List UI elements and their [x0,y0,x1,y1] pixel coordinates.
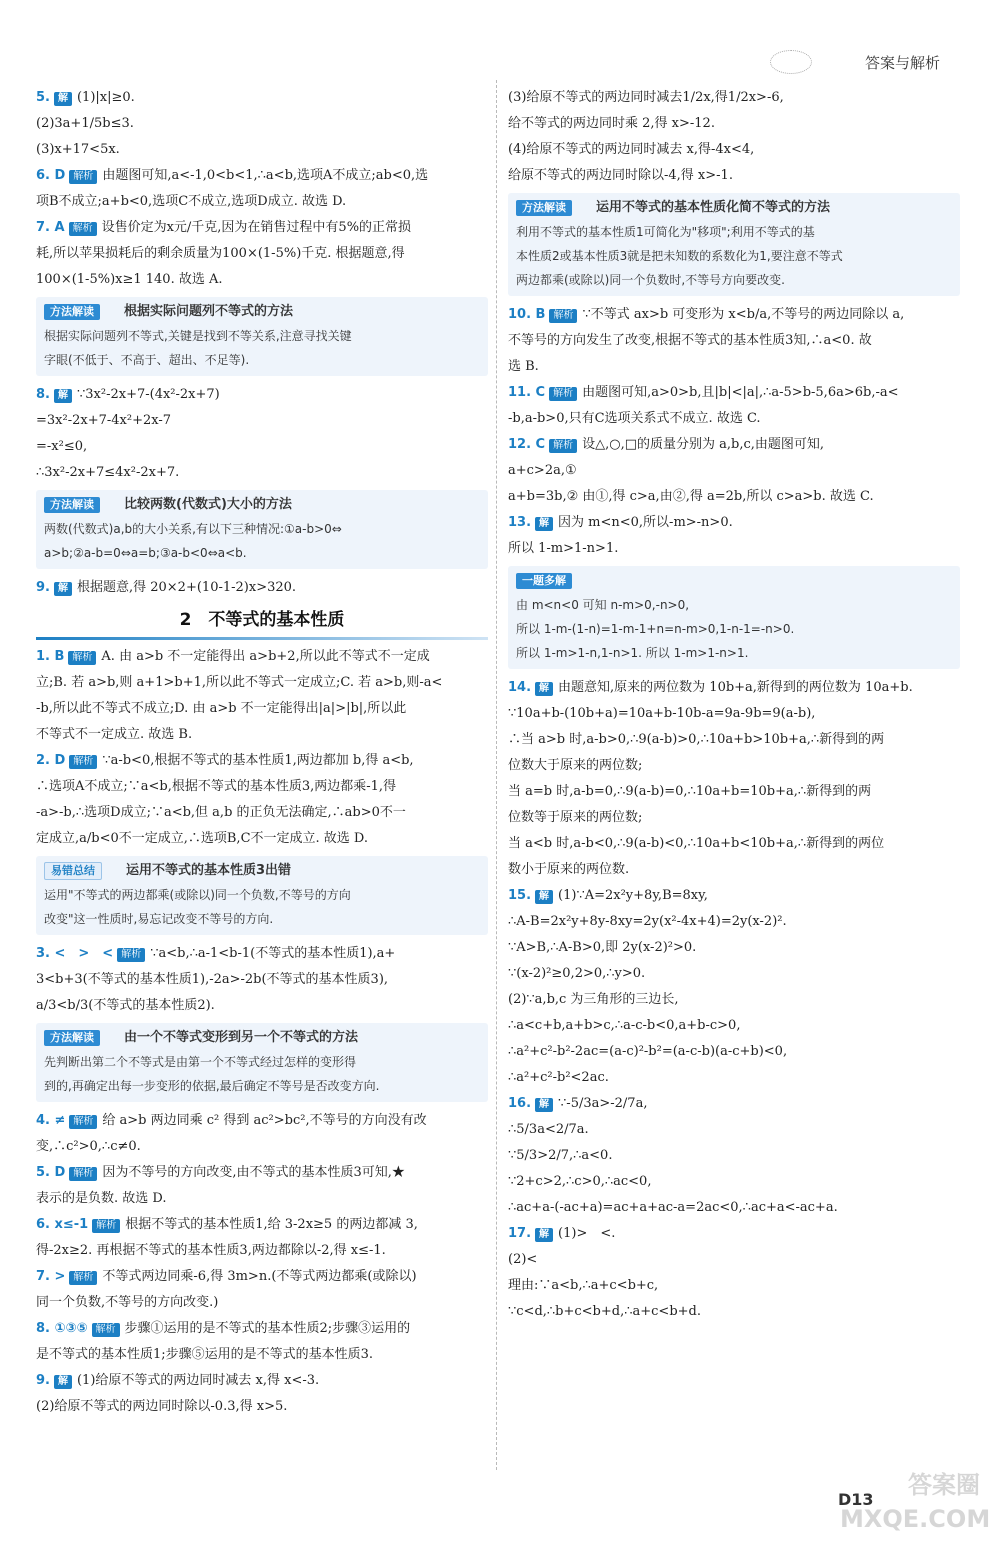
answer-line [508,987,960,1013]
answer-text: 是不等式的基本性质1;步骤⑤运用的是不等式的基本性质3. [36,1347,374,1362]
answer-tag: 解 [54,582,72,596]
answer-tag: 解 [535,682,553,696]
answer-line [36,1212,488,1238]
right-column [508,85,960,1325]
answer-item [36,1108,488,1160]
answer-line [36,1342,488,1368]
answer-line [508,779,960,805]
answer-text: a/3<b/3(不等式的基本性质2). [36,998,215,1013]
answer-tag: 解析 [549,439,577,453]
answer-text: (2)∵a,b,c 为三角形的三边长, [508,992,679,1007]
answer-text: 当 a=b 时,a-b=0,∴9(a-b)=0,∴10a+b=10b+a,∴新得到的两 [508,784,872,799]
answer-text: (1)> <. [558,1226,616,1241]
answer-text: =-x²≤0, [36,439,88,454]
left-column [36,85,488,1420]
answer-text: 给不等式的两边同时乘 2,得 x>-12. [508,116,715,131]
tip-line: 改变"这一性质时,易忘记改变不等号的方向. [44,912,274,926]
answer-line [36,137,488,163]
answer-line [508,510,960,536]
answer-item [36,748,488,852]
answer-line [508,354,960,380]
tip-header [44,492,480,517]
watermark: 答案圈 MXQE.COM [840,1471,991,1533]
answer-line [508,163,960,189]
answer-line [36,1394,488,1420]
answer-text: ∴A-B=2x²y+8y-8xy=2y(x²-4x+4)=2y(x-2)². [508,914,787,929]
answer-text: ∴当 a>b 时,a-b>0,∴9(a-b)>0,∴10a+b>10b+a,∴新得到的两 [508,732,885,747]
tip-line: 所以 1-m-(1-n)=1-m-1+n=n-m>0,1-n-1=-n>0. [516,622,795,636]
answer-text: ∴ac+a-(-ac+a)=ac+a+ac-a=2ac<0,∴ac+a<-ac+a. [508,1200,838,1215]
answer-text: ∵a-b<0,根据不等式的基本性质1,两边都加 b,得 a<b, [102,753,414,768]
answer-text: =3x²-2x+7-4x²+2x-7 [36,413,172,428]
answer-item [508,883,960,1091]
question-number: 8. ①③⑤ [36,1321,88,1336]
answer-item [36,1368,488,1420]
answer-line [508,1117,960,1143]
answer-tag: 解析 [92,1219,120,1233]
answer-text: 所以 1-m>1-n>1. [508,541,619,556]
answer-item [36,1316,488,1368]
answer-text: a+b=3b,② 由①,得 c>a,由②,得 a=2b,所以 c>a>b. 故选 C. [508,489,874,504]
answer-line [508,1039,960,1065]
tip-title: 根据实际问题列不等式的方法 [124,304,294,319]
tip-title: 由一个不等式变形到另一个不等式的方法 [124,1030,359,1045]
answer-tag: 解析 [69,1271,97,1285]
answer-line [508,484,960,510]
page-number: D13 [838,1490,874,1509]
page-header-title: 答案与解析 [864,54,940,72]
answer-text: 由题图可知,a>0>b,且|b|<|a|,∴a-5>b-5,6a>6b,-a< [582,385,899,400]
question-number: 17. [508,1226,532,1241]
answer-text: ∵a<b,∴a-1<b-1(不等式的基本性质1),a+ [150,946,396,961]
column-divider [496,80,497,1470]
answer-line [508,85,960,111]
answer-text: (1)|x|≥0. [76,90,135,105]
answer-text: ∵5/3>2/7,∴a<0. [508,1148,613,1163]
answer-line [36,1264,488,1290]
tip-line: 到的,再确定出每一步变形的依据,最后确定不等号是否改变方向. [44,1079,380,1093]
question-number: 9. [36,1373,50,1388]
answer-line [36,941,488,967]
answer-text: ∴a²+c²-b²<2ac. [508,1070,609,1085]
answer-text: 当 a<b 时,a-b<0,∴9(a-b)<0,∴10a+b<10b+a,∴新得到的两位 [508,836,885,851]
tip-line: 字眼(不低于、不高于、超出、不足等). [44,353,250,367]
answer-tag: 解 [54,92,72,106]
answer-text: 立;B. 若 a>b,则 a+1>b+1,所以此不等式一定成立;C. 若 a>b,则-a< [36,675,443,690]
section-title: 2 不等式的基本性质 [179,610,345,630]
answer-text: ∴3x²-2x+7≤4x²-2x+7. [36,465,180,480]
answer-text: 步骤①运用的是不等式的基本性质2;步骤③运用的 [124,1321,411,1336]
answer-line [508,1143,960,1169]
question-number: 7. > [36,1269,66,1284]
tip-title: 运用不等式的基本性质3出错 [126,863,292,878]
answer-text: 不等式两边同乘-6,得 3m>n.(不等式两边都乘(或除以) [102,1269,417,1284]
answer-item [508,85,960,189]
answer-text: 表示的是负数. 故选 D. [36,1191,167,1206]
answer-tag: 解析 [69,755,97,769]
tip-tag: 一题多解 [516,573,572,589]
answer-text: 设售价定为x元/千克,因为在销售过程中有5%的正常损 [101,220,412,235]
tip-tag: 易错总结 [44,862,102,880]
tip-line: 两数(代数式)a,b的大小关系,有以下三种情况:①a-b>0⇔ [44,522,342,536]
answer-line [36,163,488,189]
answer-tag: 解 [54,1375,72,1389]
answer-text: -b,所以此不等式不成立;D. 由 a>b 不一定能得出|a|>|b|,所以此 [36,701,407,716]
question-number: 6. D [36,168,66,183]
answer-text: (3)x+17<5x. [36,142,120,157]
answer-text: -b,a-b>0,只有C选项关系式不成立. 故选 C. [508,411,761,426]
answer-item [508,1091,960,1221]
answer-line [36,241,488,267]
question-number: 14. [508,680,532,695]
answer-text: 100×(1-5%)x≥1 140. 故选 A. [36,272,223,287]
answer-text: ∵2+c>2,∴c>0,∴ac<0, [508,1174,652,1189]
answer-text: 根据题意,得 20×2+(10-1-2)x>320. [76,580,297,595]
question-number: 16. [508,1096,532,1111]
tip-box [508,566,960,669]
answer-text: ∵3x²-2x+7-(4x²-2x+7) [76,387,220,402]
answer-text: (4)给原不等式的两边同时减去 x,得-4x<4, [508,142,755,157]
tip-title: 运用不等式的基本性质化简不等式的方法 [596,200,831,215]
answer-line [36,800,488,826]
answer-tag: 解 [54,389,72,403]
question-number: 5. D [36,1165,66,1180]
answer-text: ∵不等式 ax>b 可变形为 x<b/a,不等号的两边同除以 a, [582,307,905,322]
answer-tag: 解析 [69,222,97,236]
answer-text: ∴选项A不成立;∵a<b,根据不等式的基本性质3,两边都乘-1,得 [36,779,397,794]
answer-line [36,460,488,486]
answer-line [36,267,488,293]
answer-line [36,1290,488,1316]
answer-text: -a>-b,∴选项D成立;∵a<b,但 a,b 的正负无法确定,∴ab>0不一 [36,805,406,820]
question-number: 10. B [508,307,546,322]
answer-text: 由题图可知,a<-1,0<b<1,∴a<b,选项A不成立;ab<0,选 [102,168,429,183]
answer-line [36,644,488,670]
tip-header [44,1025,480,1050]
answer-line [508,302,960,328]
answer-item [36,1160,488,1212]
tip-header [516,195,952,220]
answer-item [36,1212,488,1264]
answer-item [36,1264,488,1316]
answer-line [36,1108,488,1134]
answer-item [508,510,960,562]
answer-line [36,696,488,722]
answer-line [508,753,960,779]
tip-title: 比较两数(代数式)大小的方法 [124,497,292,512]
question-number: 6. x≤-1 [36,1217,89,1232]
answer-text: ∴5/3a<2/7a. [508,1122,589,1137]
answer-tag: 解析 [92,1323,120,1337]
answer-line [508,1013,960,1039]
answer-line [36,111,488,137]
answer-line [508,1091,960,1117]
answer-line [36,85,488,111]
tip-tag: 方法解读 [44,304,100,320]
answer-text: 理由:∵a<b,∴a+c<b+c, [508,1278,659,1293]
answer-item [36,163,488,215]
answer-line [508,536,960,562]
tip-box [36,856,488,935]
answer-text: 变,∴c²>0,∴c≠0. [36,1139,141,1154]
answer-text: 不等号的方向发生了改变,根据不等式的基本性质3知,∴a<0. 故 [508,333,872,348]
question-number: 12. C [508,437,546,452]
answer-text: (2)给原不等式的两边同时除以-0.3,得 x>5. [36,1399,288,1414]
answer-line [36,670,488,696]
answer-text: 根据不等式的基本性质1,给 3-2x≥5 的两边都减 3, [125,1217,418,1232]
question-number: 2. D [36,753,66,768]
answer-text: 得-2x≥2. 再根据不等式的基本性质3,两边都除以-2,得 x≤-1. [36,1243,386,1258]
answer-text: (1)∵A=2x²y+8y,B=8xy, [558,888,708,903]
answer-text: ∵A>B,∴A-B>0,即 2y(x-2)²>0. [508,940,697,955]
answer-text: ∵-5/3a>-2/7a, [558,1096,648,1111]
answer-item [508,675,960,883]
answer-line [36,774,488,800]
answer-text: 设△,○,□的质量分别为 a,b,c,由题图可知, [582,437,825,452]
tip-tag: 方法解读 [44,1030,100,1046]
answer-tag: 解析 [69,1167,97,1181]
answer-text: 数小于原来的两位数. [508,862,630,877]
answer-tag: 解析 [549,387,577,401]
answer-line [36,215,488,241]
answer-text: 同一个负数,不等号的方向改变.) [36,1295,219,1310]
answer-item [36,85,488,163]
answer-item [508,1221,960,1325]
answer-line [36,382,488,408]
answer-line [508,857,960,883]
tip-line: 本性质2或基本性质3就是把未知数的系数化为1,要注意不等式 [516,249,843,263]
tip-header [44,299,480,324]
answer-line [36,189,488,215]
answer-text: 定成立,a/b<0不一定成立,∴选项B,C不一定成立. 故选 D. [36,831,369,846]
question-number: 8. [36,387,50,402]
answer-item [36,644,488,748]
answer-text: (3)给原不等式的两边同时减去1/2x,得1/2x>-6, [508,90,784,105]
answer-tag: 解 [535,517,553,531]
tip-line: 利用不等式的基本性质1可简化为"移项";利用不等式的基 [516,225,815,239]
answer-line [508,883,960,909]
answer-line [36,748,488,774]
answer-tag: 解析 [69,170,97,184]
answer-line [36,1238,488,1264]
answer-text: ∵10a+b-(10b+a)=10a+b-10b-a=9a-9b=9(a-b), [508,706,816,721]
answer-item [36,215,488,293]
answer-line [508,805,960,831]
answer-text: 位数大于原来的两位数; [508,758,643,773]
answer-line [36,967,488,993]
answer-text: ∴a<c+b,a+b>c,∴a-c-b<0,a+b-c>0, [508,1018,741,1033]
tip-header [516,568,952,593]
question-number: 13. [508,515,532,530]
question-number: 11. C [508,385,546,400]
answer-text: 耗,所以苹果损耗后的剩余质量为100×(1-5%)千克. 根据题意,得 [36,246,405,261]
answer-text: 位数等于原来的两位数; [508,810,643,825]
answer-line [508,458,960,484]
question-number: 4. ≠ [36,1113,66,1128]
answer-item [508,432,960,510]
answer-tag: 解 [535,1098,553,1112]
section-bar [36,637,488,640]
answer-line [508,727,960,753]
answer-line [508,831,960,857]
answer-line [36,1134,488,1160]
answer-line [36,1316,488,1342]
answer-tag: 解析 [68,651,96,665]
answer-line [36,1186,488,1212]
tip-tag: 方法解读 [44,497,100,513]
answer-line [508,675,960,701]
answer-text: 选 B. [508,359,539,374]
answer-text: (2)3a+1/5b≤3. [36,116,134,131]
answer-tag: 解析 [117,948,145,962]
answer-text: (1)给原不等式的两边同时减去 x,得 x<-3. [76,1373,320,1388]
answer-text: 项B不成立;a+b<0,选项C不成立,选项D成立. 故选 D. [36,194,347,209]
answer-line [36,1368,488,1394]
answer-text: A. 由 a>b 不一定能得出 a>b+2,所以此不等式不一定成 [101,649,430,664]
answer-line [36,408,488,434]
question-number: 3. < > < [36,946,114,961]
answer-line [508,935,960,961]
answer-item [36,941,488,1019]
answer-text: 由题意知,原来的两位数为 10b+a,新得到的两位数为 10a+b. [558,680,913,695]
question-number: 15. [508,888,532,903]
answer-line [508,961,960,987]
answer-tag: 解析 [549,309,577,323]
answer-tag: 解 [535,1228,553,1242]
answer-line [508,1195,960,1221]
tip-line: a>b;②a-b=0⇔a=b;③a-b<0⇔a<b. [44,546,247,560]
tip-line: 所以 1-m>1-n,1-n>1. 所以 1-m>1-n>1. [516,646,749,660]
answer-text: 因为 m<n<0,所以-m>-n>0. [558,515,733,530]
answer-text: 因为不等号的方向改变,由不等式的基本性质3可知,★ [102,1165,405,1180]
answer-line [508,1273,960,1299]
tip-box [36,297,488,376]
question-number: 1. B [36,649,65,664]
answer-text: 给原不等式的两边同时除以-4,得 x>-1. [508,168,733,183]
answer-line [508,432,960,458]
answer-line [508,328,960,354]
answer-line [508,1169,960,1195]
answer-text: ∵c<d,∴b+c<b+d,∴a+c<b+d. [508,1304,701,1319]
answer-line [36,434,488,460]
tip-line: 先判断出第二个不等式是由第一个不等式经过怎样的变形得 [44,1055,357,1069]
tip-line: 两边都乘(或除以)同一个负数时,不等号方向要改变. [516,273,785,287]
answer-item [508,380,960,432]
answer-line [36,993,488,1019]
answer-item [36,575,488,601]
answer-text: 3<b+3(不等式的基本性质1),-2a>-2b(不等式的基本性质3), [36,972,389,987]
question-number: 7. A [36,220,65,235]
tip-header [44,858,480,883]
tip-box [36,1023,488,1102]
answer-line [508,701,960,727]
question-number: 5. [36,90,50,105]
answer-line [508,380,960,406]
answer-line [36,1160,488,1186]
tip-tag: 方法解读 [516,200,572,216]
answer-line [508,137,960,163]
answer-line [508,1299,960,1325]
question-number: 9. [36,580,50,595]
answer-text: (2)< [508,1252,538,1267]
answer-line [508,1065,960,1091]
answer-line [508,111,960,137]
header-decoration [770,50,812,74]
answer-item [508,302,960,380]
answer-text: 给 a>b 两边同乘 c² 得到 ac²>bc²,不等号的方向没有改 [102,1113,427,1128]
tip-box [36,490,488,569]
answer-text: ∵(x-2)²≥0,2>0,∴y>0. [508,966,646,981]
answer-item [36,382,488,486]
answer-tag: 解析 [69,1115,97,1129]
answer-line [36,826,488,852]
tip-line: 运用"不等式的两边都乘(或除以)同一个负数,不等号的方向 [44,888,351,902]
answer-line [508,1221,960,1247]
answer-line [36,722,488,748]
tip-line: 根据实际问题列不等式,关键是找到不等关系,注意寻找关键 [44,329,352,343]
answer-line [508,406,960,432]
answer-line [508,909,960,935]
answer-line [508,1247,960,1273]
answer-text: 不等式不一定成立. 故选 B. [36,727,193,742]
answer-line [36,575,488,601]
tip-line: 由 m<n<0 可知 n-m>0,-n>0, [516,598,690,612]
answer-text: a+c>2a,① [508,463,577,478]
answer-text: ∴a²+c²-b²-2ac=(a-c)²-b²=(a-c-b)(a-c+b)<0, [508,1044,788,1059]
tip-box [508,193,960,296]
answer-tag: 解 [535,890,553,904]
